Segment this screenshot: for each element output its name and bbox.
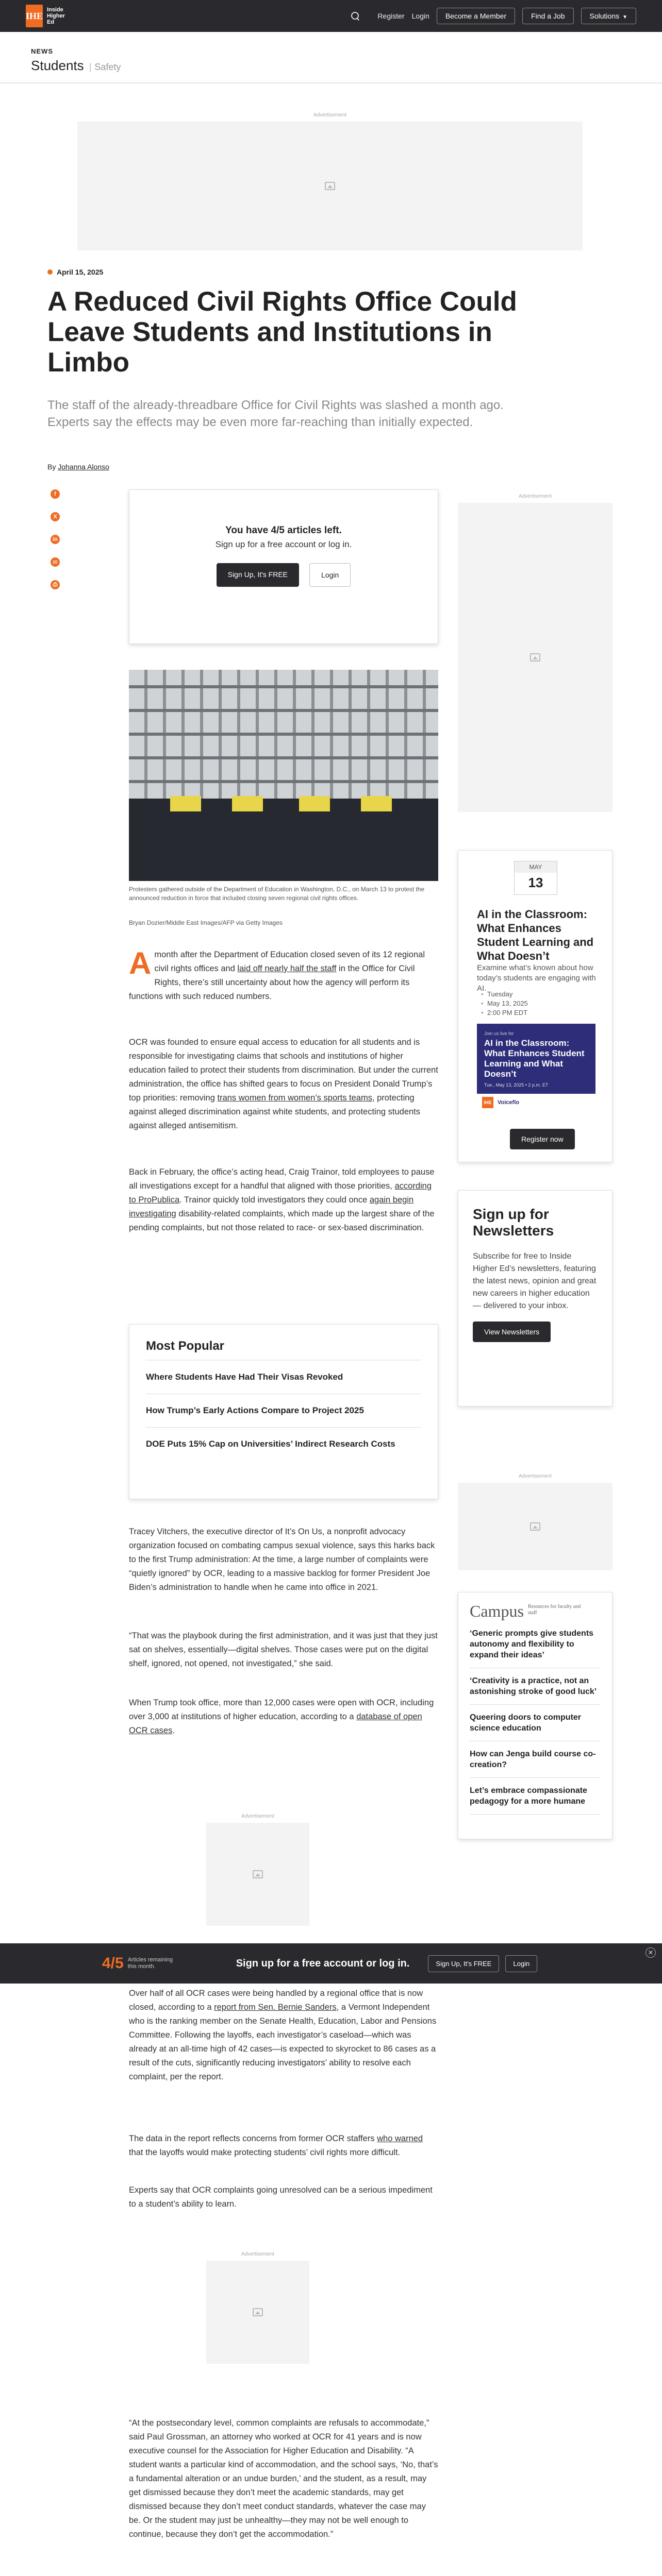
byline-prefix: By — [47, 463, 56, 471]
p7-text-a: Over half of all OCR cases were being handled by a regional office that is now closed, according to a — [129, 1989, 423, 2012]
campus-item[interactable]: ‘Creativity is a practice, not an astonishing stroke of good luck’ — [470, 1668, 601, 1705]
p8-text-a: The data in the report reflects concerns from former OCR staffers — [129, 2134, 377, 2143]
register-link[interactable]: Register — [377, 12, 405, 20]
sticky-login-button[interactable]: Login — [505, 1955, 537, 1972]
ihe-badge-icon: IHE — [482, 1097, 493, 1108]
p6-text-b: . — [172, 1726, 175, 1735]
article-paragraph — [129, 1696, 438, 1738]
ad-banner-top[interactable] — [77, 122, 583, 250]
event-promo-image[interactable] — [477, 1024, 595, 1111]
paywall-card — [129, 489, 438, 644]
paywall-title: You have 4/5 articles left. — [225, 525, 342, 536]
inline-link[interactable]: trans women from women’s sports teams — [217, 1093, 372, 1103]
event-date: • May 13, 2025 — [481, 999, 528, 1008]
p3-text-c: disability-related complaints, which made up the largest share of the pending complaints, but not those related to race- or sex-based discrimination. — [129, 1209, 435, 1232]
p2-text-b: , protecting against alleged discrimination against white students, and protecting students against alleged antisemitism. — [129, 1093, 421, 1130]
event-time: • 2:00 PM EDT — [481, 1008, 528, 1018]
inline-link[interactable]: who warned — [377, 2134, 423, 2143]
campus-item[interactable]: Let’s embrace compassionate pedagogy for a more humane — [470, 1778, 601, 1815]
newsletter-title: Sign up for Newsletters — [473, 1206, 554, 1239]
article-paragraph: Experts say that OCR complaints going unresolved can be a serious impediment to a student’s ability to learn. — [129, 2185, 433, 2209]
campus-logo[interactable] — [470, 1602, 601, 1621]
p2-text-a: OCR was founded to ensure equal access to education for all students and is responsible for investigating claims that schools and institutions of higher education failed to protect their students from discrimination. But under the current administration, the office has shifted gears to focus on President Donald Trump’s top priorities: removing — [129, 1038, 438, 1103]
promo-title: AI in the Classroom: What Enhances Student Learning and What Doesn’t — [484, 1038, 585, 1079]
article-dek: The staff of the already-threadbare Office for Civil Rights was slashed a month ago. Experts say the effects may be even more far-reaching than initially expected. — [47, 398, 504, 429]
promo-date: Tue., May 13, 2025 • 2 p.m. ET — [484, 1082, 549, 1088]
author-link[interactable]: Johanna Alonso — [58, 463, 109, 471]
ad-label-mid: Advertisement — [241, 1814, 274, 1819]
calendar-month: MAY — [515, 861, 557, 873]
article-photo — [129, 670, 438, 881]
article-paragraph — [129, 1036, 438, 1133]
solutions-label: Solutions — [589, 12, 620, 20]
search-icon[interactable] — [351, 11, 360, 21]
articles-remaining-label: Articles remaining this month. — [127, 1957, 173, 1970]
p8-text-b: that the layoffs would make protecting students’ civil rights more difficult. — [129, 2148, 401, 2157]
photo-protest-sign — [170, 796, 201, 811]
close-icon[interactable]: ✕ — [646, 1947, 656, 1958]
event-day: • Tuesday — [481, 990, 528, 999]
article-paragraph — [129, 2132, 438, 2160]
p1-text-b: in the Office for Civil Rights, there’s still uncertainty about how the agency will perform its functions with such reduced numbers. — [129, 964, 415, 1001]
p3-text-a: Back in February, the office’s acting head, Craig Trainor, told employees to pause all investigations except for a handful that aligned with those priorities, — [129, 1167, 435, 1191]
p3-text-b: . Trainor quickly told investigators they could once — [179, 1195, 370, 1205]
campus-item[interactable]: How can Jenga build course co-creation? — [470, 1741, 601, 1778]
section-crumb[interactable]: NEWS — [31, 47, 53, 55]
inline-link[interactable]: report from Sen. Bernie Sanders — [214, 2003, 337, 2012]
event-card — [458, 850, 613, 1162]
calendar-icon — [514, 861, 557, 895]
inline-link[interactable]: according to ProPublica — [129, 1181, 432, 1205]
p1-text-a: month after the Department of Education closed seven of its 12 regional civil rights offices and — [154, 950, 425, 973]
solutions-button[interactable] — [581, 8, 637, 24]
sidebar-ad-label: Advertisement — [519, 1473, 552, 1479]
linkedin-icon[interactable]: in — [51, 535, 60, 544]
image-placeholder-icon — [530, 653, 540, 662]
logo-mark: IHE — [26, 5, 43, 27]
sidebar-ad-2[interactable] — [458, 1483, 613, 1570]
most-popular-item[interactable]: Where Students Have Had Their Visas Revoked — [146, 1361, 421, 1394]
image-placeholder-icon — [530, 1522, 540, 1531]
email-icon[interactable]: ✉ — [51, 557, 60, 567]
chevron-down-icon: ▼ — [622, 14, 627, 20]
image-placeholder-icon — [253, 2308, 263, 2316]
register-now-button[interactable]: Register now — [510, 1129, 575, 1149]
campus-tagline: Resources for faculty and staff — [527, 1604, 581, 1616]
inline-link[interactable]: again begin investigating — [129, 1195, 414, 1218]
p6-text-a: When Trump took office, more than 12,000 cases were open with OCR, including over 3,000 at institutions of higher education, according to a — [129, 1698, 434, 1721]
date-dot-icon — [47, 269, 53, 275]
section-subtitle[interactable]: | Safety — [89, 62, 121, 72]
facebook-icon[interactable]: f — [51, 489, 60, 499]
article-date-text: April 15, 2025 — [57, 268, 104, 276]
campus-item[interactable]: Queering doors to computer science education — [470, 1705, 601, 1741]
paywall-subtitle: Sign up for a free account or log in. — [215, 539, 352, 549]
image-placeholder-icon — [253, 1870, 263, 1878]
photo-building-floors — [129, 670, 438, 804]
article-paragraph: “At the postsecondary level, common complaints are refusals to accommodate,” said Paul Grossman, an attorney who worked at OCR for 41 years and is now executive counsel for the Association for Higher Education and Disability. “A student wants a particular kind of accommodation, and the school says, ‘No, that’s a fundamental alteration or an undue burden,’ and the student, as a result, may get dismissed because they don’t meet the academic standards, may get dismissed because they don’t meet conduct standards, whatever the case may be. Or the student may just be unhealthy—they may not be well enough to continue, because they don’t get the accommodation.” — [129, 2418, 438, 2539]
photo-caption: Protesters gathered outside of the Department of Education in Washington, D.C., on March 13 to protest the announced reduction in force that included closing seven regional civil rights offices. — [129, 886, 425, 902]
login-link[interactable]: Login — [411, 12, 429, 20]
sticky-message: Sign up for a free account or log in. — [236, 1957, 410, 1969]
photo-protest-sign — [299, 796, 330, 811]
sticky-signup-button[interactable]: Sign Up, It's FREE — [428, 1955, 499, 1972]
become-member-button[interactable]: Become a Member — [437, 8, 515, 24]
section-title-text[interactable]: Students — [31, 58, 84, 73]
most-popular-widget — [129, 1324, 438, 1499]
article-paragraph: “That was the playbook during the first administration, and it was just that they just sat on shelves, essentially—digital shelves. Those cases were put on the digital shelf, ignored, not opened, not investigated,” she said. — [129, 1631, 438, 1668]
ad-box-lower[interactable] — [206, 2261, 309, 2364]
event-description: Examine what’s known about how today’s students are engaging with AI. — [477, 963, 596, 993]
promo-footer — [477, 1094, 595, 1111]
photo-protest-sign — [361, 796, 392, 811]
newsletter-card — [458, 1190, 613, 1406]
promo-kicker: Join us live for — [484, 1031, 514, 1036]
most-popular-item[interactable]: How Trump’s Early Actions Compare to Project 2025 — [146, 1394, 421, 1428]
articles-remaining-count: 4/5 — [102, 1955, 124, 1972]
share-column — [51, 489, 60, 589]
view-newsletters-button[interactable]: View Newsletters — [473, 1321, 551, 1342]
inline-link[interactable]: database of open OCR cases — [129, 1712, 422, 1735]
section-title — [31, 58, 121, 74]
sticky-signup-bar — [0, 1943, 662, 1984]
paywall-signup-button[interactable]: Sign Up, It's FREE — [217, 563, 299, 587]
event-meta — [481, 990, 528, 1018]
ad-box-mid[interactable] — [206, 1823, 309, 1926]
sidebar-ad-label: Advertisement — [519, 494, 552, 499]
newsletter-body: Subscribe for free to Inside Higher Ed’s newsletters, featuring the latest news, opinion and great new careers in higher education — delivered to your inbox. — [473, 1252, 597, 1310]
top-nav — [0, 0, 662, 32]
print-icon[interactable]: ⎙ — [51, 580, 60, 589]
article-paragraph — [129, 948, 438, 1004]
paywall-login-button[interactable]: Login — [309, 563, 351, 587]
campus-logo-text: Campus — [470, 1602, 524, 1620]
image-placeholder-icon — [325, 182, 335, 190]
article-paragraph — [129, 1165, 438, 1235]
ad-label-lower: Advertisement — [241, 2251, 274, 2257]
article-paragraph — [129, 1987, 438, 2084]
most-popular-title: Most Popular — [146, 1339, 421, 1361]
sidebar-ad-1[interactable] — [458, 503, 613, 812]
p7-text-b: , a Vermont Independent who is the ranking member on the Senate Health, Education, Labor and Pensions Committee. Following the layoffs, each investigator’s caseload—which was already at an all-time high of 42 cases—is expected to skyrocket to 86 cases as a result of the cuts, significantly reducing investigators’ ability to resolve each complaint, per the report. — [129, 2003, 437, 2081]
event-title[interactable]: AI in the Classroom: What Enhances Student Learning and What Doesn’t — [477, 908, 594, 962]
section-divider — [0, 82, 662, 83]
campus-card — [458, 1592, 613, 1839]
site-logo[interactable] — [26, 4, 65, 28]
campus-item[interactable]: ‘Generic prompts give students autonomy and flexibility to expand their ideas’ — [470, 1621, 601, 1668]
byline — [47, 463, 109, 471]
photo-credit: Bryan Dozier/Middle East Images/AFP via Getty Images — [129, 919, 283, 926]
article-date — [47, 268, 103, 276]
article-paragraph: Tracey Vitchers, the executive director of It’s On Us, a nonprofit advocacy organization focused on combating campus sexual violence, says this harks back to the first Trump administration: At the time, a large number of complaints were “quietly ignored” by OCR, leading to a massive backlog for former President Joe Biden’s administration to handle when he came into office in 2021. — [129, 1527, 435, 1592]
article-headline: A Reduced Civil Rights Office Could Leave Students and Institutions in Limbo — [47, 286, 517, 378]
calendar-day: 13 — [528, 875, 543, 890]
ad-label-top: Advertisement — [313, 112, 346, 118]
x-icon[interactable]: X — [51, 512, 60, 521]
photo-protest-sign — [232, 796, 263, 811]
inline-link[interactable]: laid off nearly half the staff — [237, 964, 337, 973]
dropcap: A — [129, 946, 152, 980]
sponsor-logo: Voiceflo — [498, 1099, 519, 1106]
find-job-button[interactable]: Find a Job — [522, 8, 573, 24]
most-popular-item[interactable]: DOE Puts 15% Cap on Universities’ Indirect Research Costs — [146, 1439, 395, 1449]
logo-text: Inside Higher Ed — [47, 7, 65, 25]
